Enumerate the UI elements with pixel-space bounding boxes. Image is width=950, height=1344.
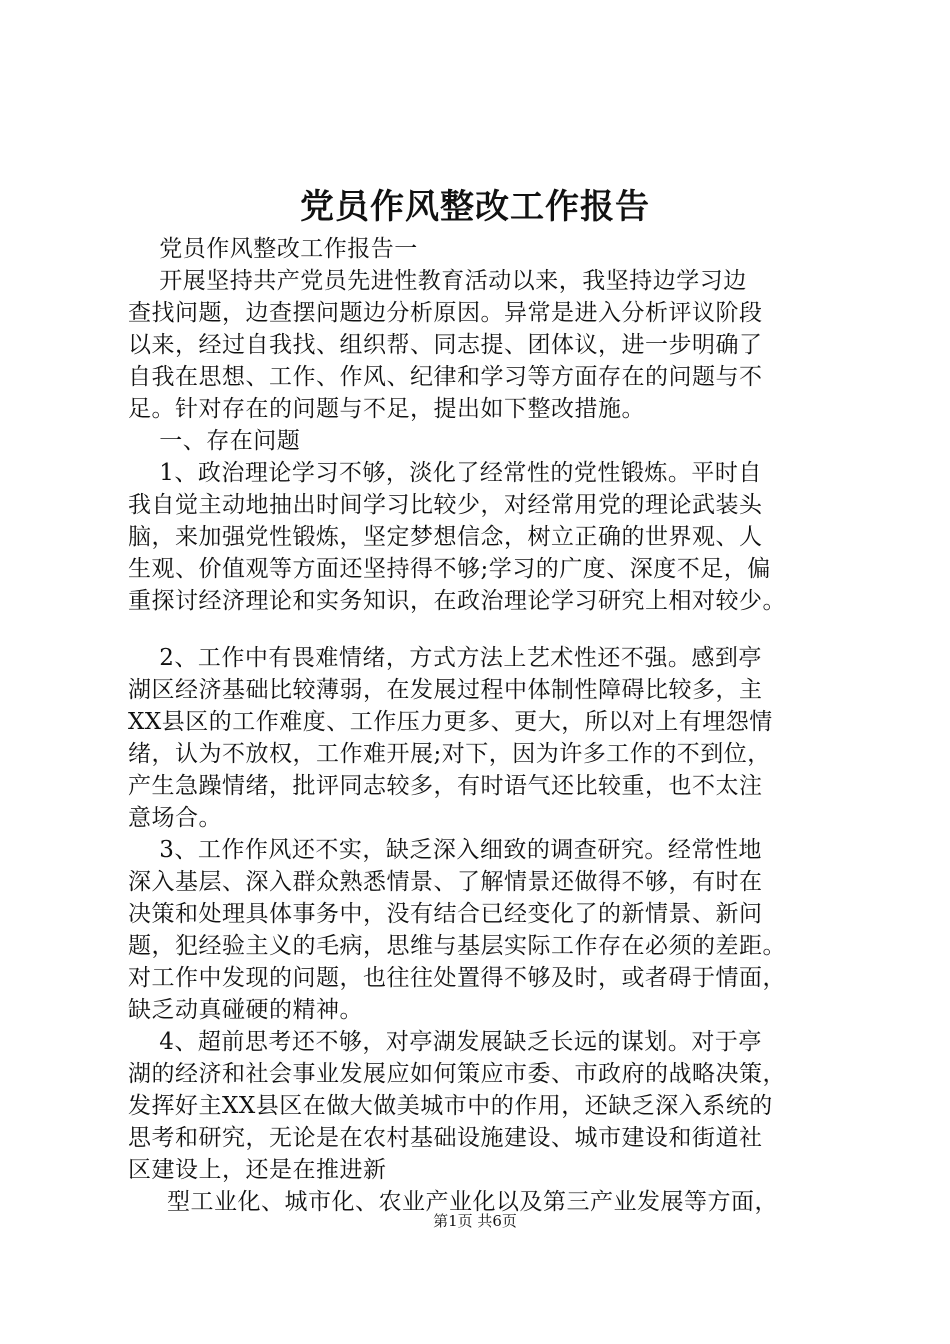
paragraph-line: 深入基层、深入群众熟悉情景、了解情景还做得不够，有时在 [128,869,763,895]
paragraph-line: 1、政治理论学习不够，淡化了经常性的党性锻炼。平时自 [128,460,762,486]
paragraph-line: XX县区的工作难度、工作压力更多、更大，所以对上有埋怨情 [128,709,773,735]
paragraph-line: 决策和处理具体事务中，没有结合已经变化了的新情景、新问 [128,901,763,927]
paragraph-line: 湖的经济和社会事业发展应如何策应市委、市政府的战略决策， [128,1061,786,1087]
paragraph-line: 4、超前思考还不够，对亭湖发展缺乏长远的谋划。对于亭 [128,1029,762,1055]
paragraph-line: 足。针对存在的问题与不足，提出如下整改措施。 [128,396,645,422]
paragraph-line: 开展坚持共产党员先进性教育活动以来，我坚持边学习边 [128,268,747,294]
paragraph-line: 区建设上，还是在推进新 [128,1157,387,1183]
paragraph-line: 自我在思想、工作、作风、纪律和学习等方面存在的问题与不 [128,364,763,390]
page-footer: 第1页 共6页 [433,1212,517,1230]
paragraph-line: 脑，来加强党性锻炼，坚定梦想信念，树立正确的世界观、人 [128,524,763,550]
paragraph-line: 3、工作作风还不实，缺乏深入细致的调查研究。经常性地 [128,837,762,863]
paragraph-line: 重探讨经济理论和实务知识，在政治理论学习研究上相对较少。 [128,588,786,614]
paragraph-line: 型工业化、城市化、农业产业化以及第三产业发展等方面， [128,1189,779,1215]
paragraph-line: 我自觉主动地抽出时间学习比较少，对经常用党的理论武装头 [128,492,763,518]
paragraph-line: 意场合。 [128,805,222,831]
paragraph-line: 以来，经过自我找、组织帮、同志提、团体议，进一步明确了 [128,332,763,358]
paragraph-line: 思考和研究，无论是在农村基础设施建设、城市建设和街道社 [128,1125,763,1151]
paragraph-line: 产生急躁情绪，批评同志较多，有时语气还比较重，也不太注 [128,773,763,799]
paragraph-line: 发挥好主XX县区在做大做美城市中的作用，还缺乏深入系统的 [128,1093,773,1119]
section-heading: 一、存在问题 [128,428,301,454]
paragraph-line: 2、工作中有畏难情绪，方式方法上艺术性还不强。感到亭 [128,645,762,671]
paragraph-line: 查找问题，边查摆问题边分析原因。异常是进入分析评议阶段 [128,300,763,326]
paragraph-line: 题，犯经验主义的毛病，思维与基层实际工作存在必须的差距。 [128,933,786,959]
paragraph-line: 生观、价值观等方面还坚持得不够;学习的广度、深度不足，偏 [128,556,771,582]
document-title: 党员作风整改工作报告 [300,187,650,227]
paragraph-line: 湖区经济基础比较薄弱，在发展过程中体制性障碍比较多，主 [128,677,763,703]
paragraph-line: 党员作风整改工作报告一 [128,236,418,262]
paragraph-line: 绪，认为不放权，工作难开展;对下，因为许多工作的不到位， [128,741,771,767]
paragraph-line: 缺乏动真碰硬的精神。 [128,997,363,1023]
paragraph-line: 对工作中发现的问题，也往往处置得不够及时，或者碍于情面， [128,965,786,991]
